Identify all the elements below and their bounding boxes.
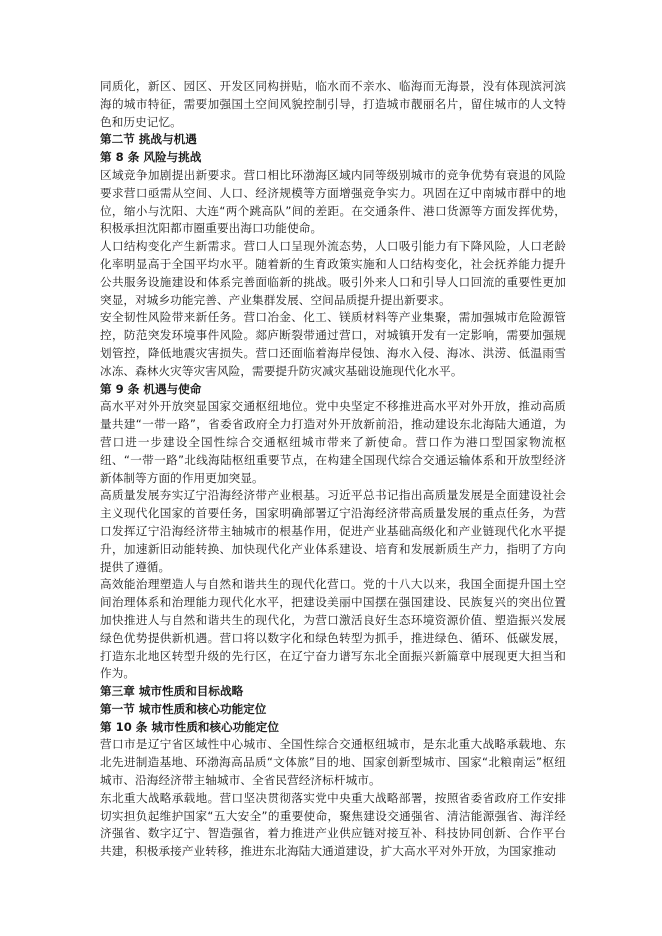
article-heading-8: 第 8 条 风险与挑战: [100, 150, 202, 165]
paragraph-city-positioning: 营口市是辽宁省区域性中心城市、全国性综合交通枢纽城市，是东北重大战略承载地、东北先进制造基地、环渤海高品质“文体旅”目的地、国家创新型城市、国家“北粮南运”枢纽城市、沿海经济带主轴城市、全省民营经济标杆城市。: [100, 737, 566, 788]
paragraph-governance: 高效能治理塑造人与自然和谐共生的现代化营口。党的十八大以来，我国全面提升国土空间治理体系和治理能力现代化水平，把建设美丽中国摆在强国建设、民族复兴的突出位置加快推进人与自然和谐共生的现代化，为营口激活良好生态环境资源价值、塑造振兴发展绿色优势提供新机遇。营口将以数字化和绿色转型为抓手，推进绿色、循环、低碳发展，打造东北地区转型升级的先行区，在辽宁奋力谱写东北全面振兴新篇章中展现更大担当和作为。: [100, 577, 566, 681]
section-heading-challenges-opportunities: 第二节 挑战与机遇: [100, 132, 197, 147]
paragraph-river-sea-character: 同质化，新区、园区、开发区同构拼贴，临水而不亲水、临海而无海景，没有体现滨河滨海的城市特征，需要加强国土空间风貌控制引导，打造城市靓丽名片，留住城市的人文特色和历史记忆。: [100, 79, 566, 129]
paragraph-population-structure: 人口结构变化产生新需求。营口人口呈现外流态势，人口吸引能力有下降风险，人口老龄化率明显高于全国平均水平。随着新的生育政策实施和人口结构变化，社会抚养能力提升公共服务设施建设和体系完善面临新的挑战。吸引外来人口和引导人口回流的重要性更加突显，对城乡功能完善、产业集群发展、空间品质提升提出新要求。: [100, 239, 566, 307]
paragraph-regional-competition: 区域竞争加剧提出新要求。营口相比环渤海区域内同等级别城市的竞争优势有衰退的风险要求营口亟需从空间、人口、经济规模等方面增强竞争实力。巩固在辽中南城市群中的地位，缩小与沈阳、大连“两个跳高队”间的差距。在交通条件、港口货源等方面发挥优势，积极承担沈阳都市圈重要出海口功能使命。: [100, 167, 566, 236]
document-page: [100, 78, 566, 861]
article-heading-9: 第 9 条 机遇与使命: [100, 381, 202, 396]
article-heading-10: 第 10 条 城市性质和核心功能定位: [100, 719, 279, 734]
paragraph-strategic-hub: 东北重大战略承载地。营口坚决贯彻落实党中央重大战略部署，按照省委省政府工作安排切实担负起维护国家“五大安全”的重要使命，聚焦建设交通强省、清洁能源强省、海洋经济强省、数字辽宁、智造强省，着力推进产业供应链对接互补、科技协同创新、合作平台共建，积极承接产业转移，推进东北海陆大通道建设，扩大高水平对外开放，为国家推动: [100, 790, 566, 859]
paragraph-high-quality-development: 高质量发展夯实辽宁沿海经济带产业根基。习近平总书记指出高质量发展是全面建设社会主义现代化国家的首要任务，国家明确部署辽宁沿海经济带高质量发展的重点任务，为营口发挥辽宁沿海经济带主轴城市的根基作用，促进产业基础高级化和产业链现代化水平提升，加速新旧动能转换、加快现代化产业体系建设、培育和发展新质生产力，指明了方向提供了遵循。: [100, 488, 566, 574]
paragraph-safety-resilience: 安全韧性风险带来新任务。营口冶金、化工、镁质材料等产业集聚，需加强城市危险源管控，防范突发环境事件风险。郯庐断裂带通过营口，对城镇开发有一定影响，需要加强规划管控，降低地震灾害损失。营口还面临着海岸侵蚀、海水入侵、海冰、洪涝、低温雨雪冰冻、森林火灾等灾害风险，需要提升防灾减灾基础设施现代化水平。: [100, 310, 566, 378]
paragraph-opening-up: 高水平对外开放突显国家交通枢纽地位。党中央坚定不移推进高水平对外开放，推动高质量共建“一带一路”，省委省政府全力打造对外开放新前沿，推动建设东北海陆大通道，为营口进一步建设全国性综合交通枢纽城市带来了新使命。营口作为港口型国家物流枢纽、“一带一路”北线海陆枢纽重要节点，在构建全国现代综合交通运输体系和开放型经济新体制等方面的作用更加突显。: [100, 399, 566, 485]
section-heading-city-nature: 第一节 城市性质和核心功能定位: [100, 701, 267, 716]
chapter-heading-3: 第三章 城市性质和目标战略: [100, 684, 244, 699]
